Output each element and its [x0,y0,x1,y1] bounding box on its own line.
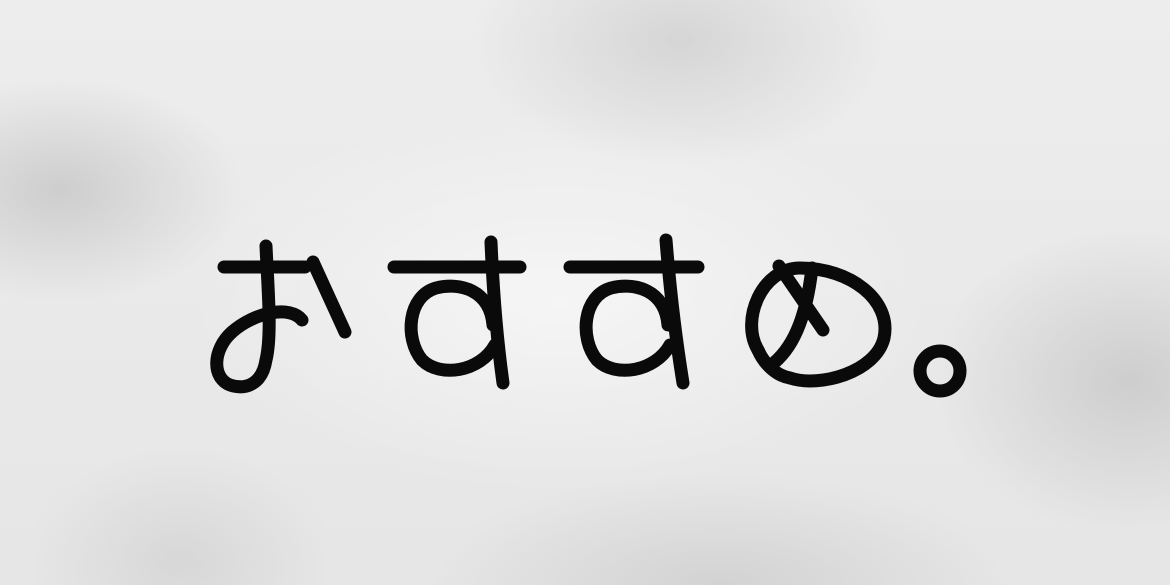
glyph-su-2 [570,240,698,383]
glyph-me [752,266,885,381]
glyph-su-1 [394,242,520,383]
glyph-o [217,246,345,387]
glyph-period [920,351,960,391]
